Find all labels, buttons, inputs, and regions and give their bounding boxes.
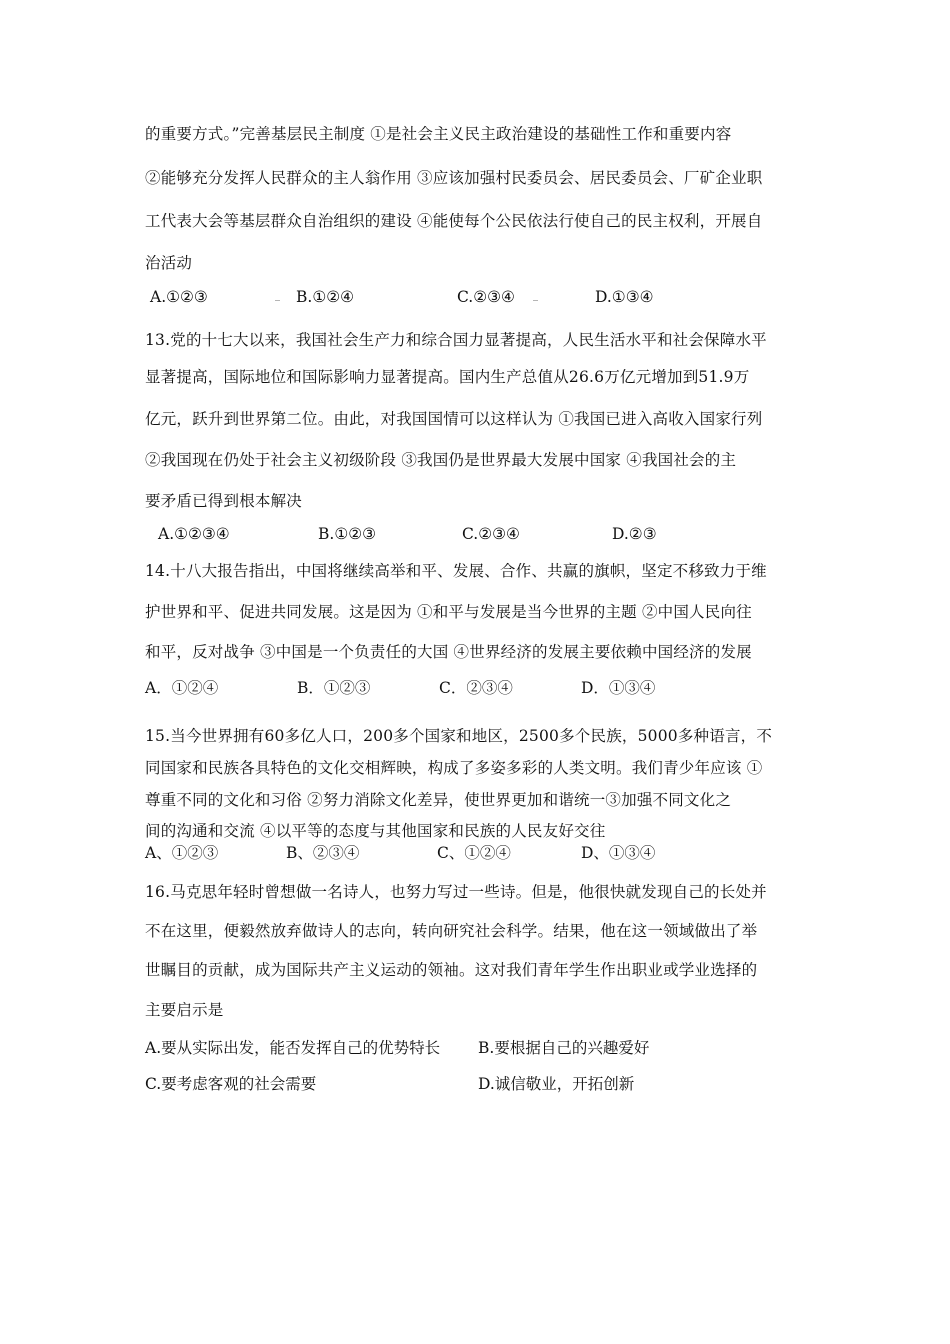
question-14-option-b: B．①②③ (297, 679, 371, 697)
question-12-option-a: A.①②③ (150, 288, 208, 306)
question-12-option-d: D.①③④ (595, 288, 654, 306)
question-16-option-b: B.要根据自己的兴趣爱好 (478, 1039, 650, 1057)
question-13-text-line: 要矛盾已得到根本解决 (145, 492, 303, 510)
question-16-option-c: C.要考虑客观的社会需要 (145, 1075, 317, 1093)
question-14-text-line: 护世界和平、促进共同发展。这是因为 ①和平与发展是当今世界的主题 ②中国人民向往 (145, 603, 752, 621)
question-14-text-line: 和平，反对战争 ③中国是一个负责任的大国 ④世界经济的发展主要依赖中国经济的发展 (145, 643, 752, 661)
question-13-option-b: B.①②③ (318, 525, 377, 543)
question-13-text-line: ②我国现在仍处于社会主义初级阶段 ③我国仍是世界最大发展中国家 ④我国社会的主 (145, 451, 737, 469)
question-16-text-line: 世瞩目的贡献，成为国际共产主义运动的领袖。这对我们青年学生作出职业或学业选择的 (145, 961, 758, 979)
question-13-text-line: 显著提高，国际地位和国际影响力显著提高。国内生产总值从26.6万亿元增加到51.9万 (145, 368, 750, 386)
question-12-text-line: 工代表大会等基层群众自治组织的建设 ④能使每个公民依法行使自己的民主权利，开展自 (145, 212, 763, 230)
question-12-text-line: 的重要方式。”完善基层民主制度 ①是社会主义民主政治建设的基础性工作和重要内容 (145, 125, 732, 143)
question-14-option-d: D．①③④ (581, 679, 656, 697)
question-13-text-line: 13.党的十七大以来，我国社会生产力和综合国力显著提高，人民生活水平和社会保障水平 (145, 331, 767, 349)
question-12-option-b: B.①②④ (296, 288, 355, 306)
question-14-option-c: C．②③④ (439, 679, 513, 697)
question-15-option-c: C、①②④ (437, 844, 511, 862)
question-15-text-line: 尊重不同的文化和习俗 ②努力消除文化差异，使世界更加和谐统一③加强不同文化之 (145, 791, 732, 809)
divider (275, 300, 280, 301)
question-16-text-line: 主要启示是 (145, 1001, 224, 1019)
question-15-option-a: A、①②③ (145, 844, 219, 862)
question-16-option-d: D.诚信敬业，开拓创新 (478, 1075, 635, 1093)
question-12-option-c: C.②③④ (457, 288, 515, 306)
question-15-text-line: 间的沟通和交流 ④以平等的态度与其他国家和民族的人民友好交往 (145, 822, 606, 840)
question-13-text-line: 亿元，跃升到世界第二位。由此，对我国国情可以这样认为 ①我国已进入高收入国家行列 (145, 410, 763, 428)
question-15-text-line: 同国家和民族各具特色的文化交相辉映，构成了多姿多彩的人类文明。我们青少年应该 ① (145, 759, 763, 777)
question-14-option-a: A．①②④ (145, 679, 219, 697)
question-13-option-a: A.①②③④ (158, 525, 230, 543)
question-15-option-b: B、②③④ (286, 844, 360, 862)
question-16-text-line: 16.马克思年轻时曾想做一名诗人，也努力写过一些诗。但是，他很快就发现自己的长处并 (145, 883, 767, 901)
question-13-option-d: D.②③ (612, 525, 657, 543)
question-16-option-a: A.要从实际出发，能否发挥自己的优势特长 (145, 1039, 441, 1057)
question-16-text-line: 不在这里，便毅然放弃做诗人的志向，转向研究社会科学。结果，他在这一领域做出了举 (145, 922, 758, 940)
question-15-option-d: D、①③④ (581, 844, 656, 862)
question-15-text-line: 15.当今世界拥有60多亿人口，200多个国家和地区，2500多个民族，5000多种语言，不 (145, 727, 773, 745)
question-13-option-c: C.②③④ (462, 525, 520, 543)
question-12-text-line: ②能够充分发挥人民群众的主人翁作用 ③应该加强村民委员会、居民委员会、厂矿企业职 (145, 169, 763, 187)
question-14-text-line: 14.十八大报告指出，中国将继续高举和平、发展、合作、共赢的旗帜，坚定不移致力于维 (145, 562, 767, 580)
question-12-text-line: 治活动 (145, 254, 193, 272)
divider (533, 300, 538, 301)
